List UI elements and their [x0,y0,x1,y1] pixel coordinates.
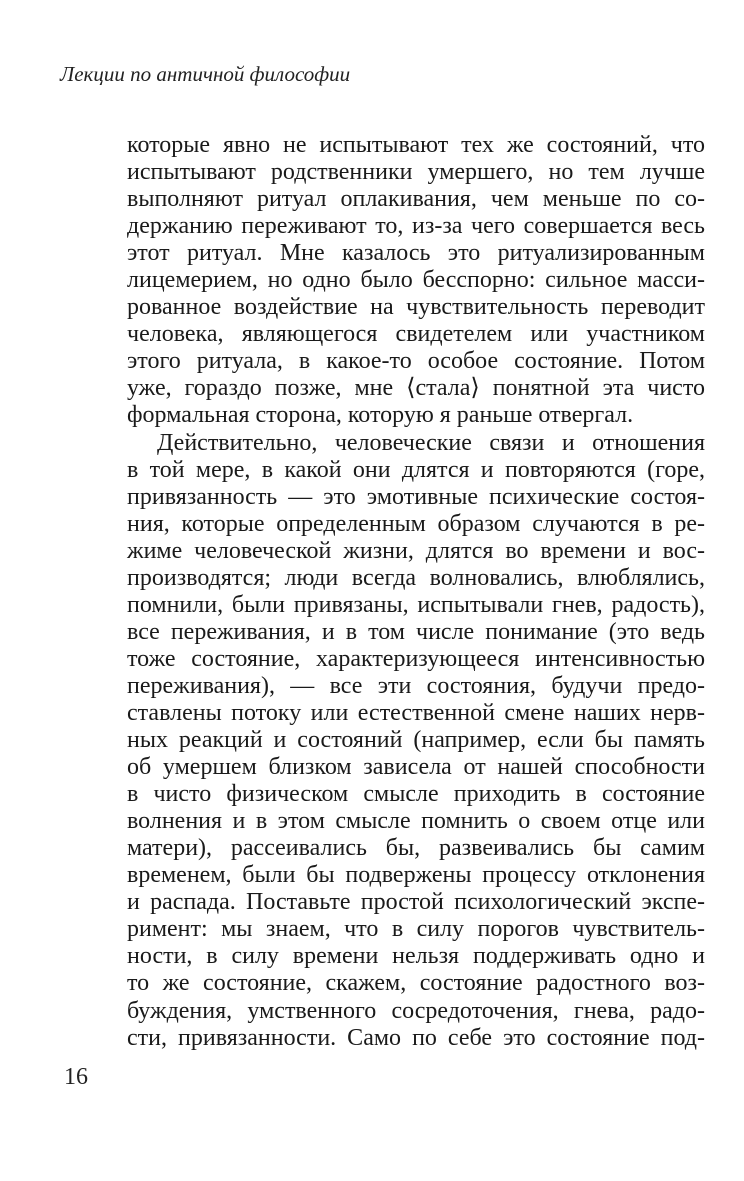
text-line: временем, были бы подвержены процессу отклонения [127,862,705,889]
text-line: этого ритуала, в какое-то особое состояние. Потом [127,348,705,375]
text-line: помнили, были привязаны, испытывали гнев, радость), [127,591,705,618]
text-line: человека, являющегося свидетелем или участником [127,321,705,348]
text-line: рованное воздействие на чувствительность переводит [127,294,705,321]
text-line: об умершем близком зависела от нашей способности [127,754,705,781]
page-number: 16 [64,1064,88,1090]
text-line: жиме человеческой жизни, длятся во времени и вос- [127,537,705,564]
paragraph [127,132,705,430]
text-line: все переживания, и в том числе понимание (это ведь [127,618,705,645]
text-line: привязанность — это эмотивные психические состоя- [127,483,705,510]
text-line: выполняют ритуал оплакивания, чем меньше по со- [127,186,705,213]
text-line: переживания), — все эти состояния, будучи предо- [127,672,705,699]
text-line: испытывают родственники умершего, но тем лучше [127,159,705,186]
text-line: ных реакций и состояний (например, если бы память [127,727,705,754]
text-line: и распада. Поставьте простой психологический экспе- [127,889,705,916]
text-line: в той мере, в какой они длятся и повторяются (горе, [127,456,705,483]
paragraph [127,430,705,1052]
text-line: ности, в силу времени нельзя поддерживать одно и [127,943,705,970]
text-line: производятся; люди всегда волновались, влюблялись, [127,564,705,591]
text-line: Действительно, человеческие связи и отношения [157,429,705,456]
text-line: волнения и в этом смысле помнить о своем отце или [127,808,705,835]
text-line: в чисто физическом смысле приходить в состояние [127,781,705,808]
text-line: ставлены потоку или естественной смене наших нерв- [127,699,705,726]
running-head: Лекции по античной философии [60,62,351,86]
text-line: ния, которые определенным образом случаются в ре- [127,510,705,537]
text-line: буждения, умственного сосредоточения, гнева, радо- [127,997,705,1024]
text-line: сти, привязанности. Само по себе это состояние под- [127,1024,705,1051]
text-line: уже, гораздо позже, мне ⟨стала⟩ понятной эта чисто [127,375,705,402]
text-line: то же состояние, скажем, состояние радостного воз- [127,970,705,997]
text-line: лицемерием, но одно было бесспорно: сильное масси- [127,267,705,294]
text-line: римент: мы знаем, что в силу порогов чувствитель- [127,916,705,943]
text-line: которые явно не испытывают тех же состояний, что [127,132,705,158]
text-line: формальная сторона, которую я раньше отвергал. [127,402,634,429]
body-text [127,132,705,1052]
text-line: этот ритуал. Мне казалось это ритуализированным [127,240,705,267]
text-line: матери), рассеивались бы, развеивались бы самим [127,835,705,862]
text-line: тоже состояние, характеризующееся интенсивностью [127,645,705,672]
text-line: держанию переживают то, из-за чего совершается весь [127,213,705,240]
